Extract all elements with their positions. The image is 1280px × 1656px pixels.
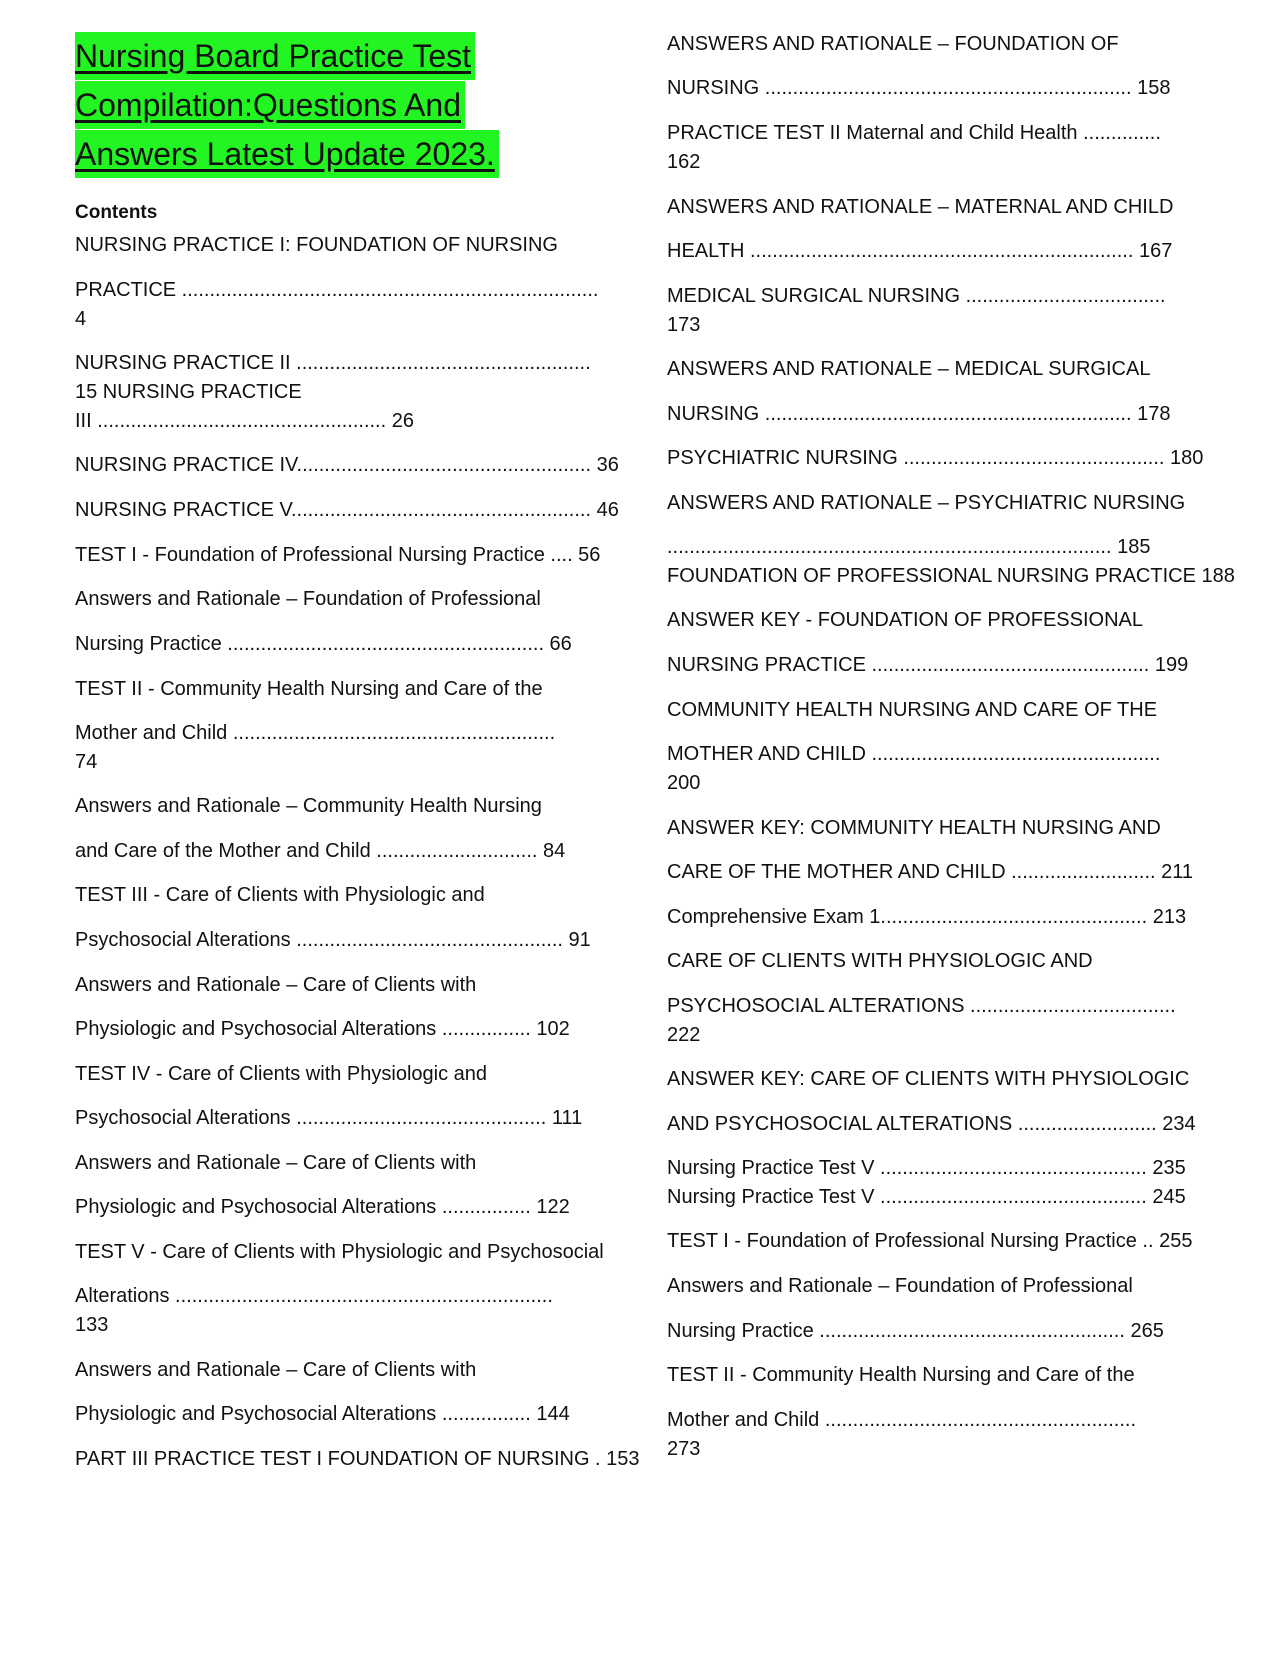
toc-line: Physiologic and Psychosocial Alterations ................ 144 [75,1403,570,1425]
toc-line: and Care of the Mother and Child ............................. 84 [75,840,566,862]
toc-line: TEST I - Foundation of Professional Nursing Practice .... 56 [75,544,601,566]
toc-line: Answers and Rationale – Care of Clients with [75,974,477,996]
toc-line: Mother and Child .......................................................... [75,722,556,744]
toc-line: TEST II - Community Health Nursing and Care of the [75,678,543,700]
toc-line: ANSWERS AND RATIONALE – FOUNDATION OF [667,33,1119,55]
toc-line: ................................................................................ 185 [667,536,1151,558]
toc-line: Answers and Rationale – Care of Clients with [75,1359,477,1381]
toc-line: Nursing Practice ......................................................... 66 [75,633,572,655]
toc-line: NURSING PRACTICE V...................................................... 46 [75,499,619,521]
toc-line: NURSING PRACTICE .................................................. 199 [667,654,1189,676]
toc-line: ANSWERS AND RATIONALE – MEDICAL SURGICAL [667,358,1151,380]
toc-line: Answers and Rationale – Foundation of Professional [667,1275,1133,1297]
title-line-3: Answers Latest Update 2023. [75,130,499,178]
toc-line: PSYCHIATRIC NURSING ............................................... 180 [667,447,1204,469]
toc-line: Nursing Practice Test V ................................................ 245 [667,1186,1186,1208]
title-line-1: Nursing Board Practice Test [75,32,475,80]
toc-line: ANSWER KEY: COMMUNITY HEALTH NURSING AND [667,817,1161,839]
toc-line: NURSING PRACTICE IV..................................................... 36 [75,454,619,476]
toc-line: Answers and Rationale – Community Health Nursing [75,795,542,817]
toc-line: Mother and Child ........................................................ [667,1409,1137,1431]
toc-line: III .................................................... 26 [75,410,414,432]
toc-line: NURSING PRACTICE I: FOUNDATION OF NURSING [75,234,558,256]
toc-line: NURSING .................................................................. 158 [667,77,1171,99]
toc-line: ANSWERS AND RATIONALE – PSYCHIATRIC NURSING [667,492,1186,514]
toc-line: MOTHER AND CHILD .................................................... [667,743,1161,765]
toc-line: 74 [75,751,98,773]
toc-line: 162 [667,151,701,173]
toc-line: Nursing Practice ....................................................... 265 [667,1320,1164,1342]
toc-line: PSYCHOSOCIAL ALTERATIONS ..................................... [667,995,1176,1017]
toc-line: Comprehensive Exam 1................................................ 213 [667,906,1187,928]
toc-line: HEALTH ..................................................................... 167 [667,240,1173,262]
toc-line: PRACTICE ........................................................................... [75,279,599,301]
title-line-2: Compilation:Questions And [75,81,465,129]
toc-line: 222 [667,1024,701,1046]
toc-line: 200 [667,772,701,794]
toc-line: PART III PRACTICE TEST I FOUNDATION OF NURSING . 153 [75,1448,640,1470]
toc-line: NURSING .................................................................. 178 [667,403,1171,425]
toc-line: 273 [667,1438,701,1460]
toc-line: Alterations .................................................................... [75,1285,553,1307]
toc-line: MEDICAL SURGICAL NURSING .................................... [667,285,1166,307]
toc-line: Answers and Rationale – Care of Clients with [75,1152,477,1174]
toc-line: Physiologic and Psychosocial Alterations ................ 122 [75,1196,570,1218]
toc-line: CARE OF CLIENTS WITH PHYSIOLOGIC AND [667,950,1093,972]
toc-line: 4 [75,308,87,330]
toc-line: Nursing Practice Test V ................................................ 235 [667,1157,1186,1179]
toc-line: 133 [75,1314,109,1336]
toc-line: TEST III - Care of Clients with Physiologic and [75,884,485,906]
toc-line: Psychosocial Alterations ................................................ 91 [75,929,591,951]
toc-line: FOUNDATION OF PROFESSIONAL NURSING PRACTICE 188 [667,565,1235,587]
toc-line: TEST V - Care of Clients with Physiologic and Psychosocial [75,1241,604,1263]
toc-line: 15 NURSING PRACTICE [75,381,302,403]
toc-line: TEST IV - Care of Clients with Physiologic and [75,1063,488,1085]
toc-line: AND PSYCHOSOCIAL ALTERATIONS ......................... 234 [667,1113,1196,1135]
toc-line: ANSWER KEY - FOUNDATION OF PROFESSIONAL [667,609,1143,631]
toc-line: ANSWER KEY: CARE OF CLIENTS WITH PHYSIOLOGIC [667,1068,1190,1090]
toc-line: Psychosocial Alterations ............................................. 111 [75,1107,583,1129]
toc-line: TEST II - Community Health Nursing and Care of the [667,1364,1135,1386]
toc-line: TEST I - Foundation of Professional Nursing Practice .. 255 [667,1230,1193,1252]
toc-line: PRACTICE TEST II Maternal and Child Health .............. [667,122,1161,144]
toc-line: 173 [667,314,701,336]
toc-line: Physiologic and Psychosocial Alterations ................ 102 [75,1018,570,1040]
toc-line: CARE OF THE MOTHER AND CHILD .......................... 211 [667,861,1194,883]
contents-heading: Contents [75,202,158,223]
toc-line: NURSING PRACTICE II ..................................................... [75,352,591,374]
toc-line: Answers and Rationale – Foundation of Professional [75,588,541,610]
toc-line: COMMUNITY HEALTH NURSING AND CARE OF THE [667,699,1158,721]
document-title [75,32,499,179]
toc-line: ANSWERS AND RATIONALE – MATERNAL AND CHILD [667,196,1174,218]
